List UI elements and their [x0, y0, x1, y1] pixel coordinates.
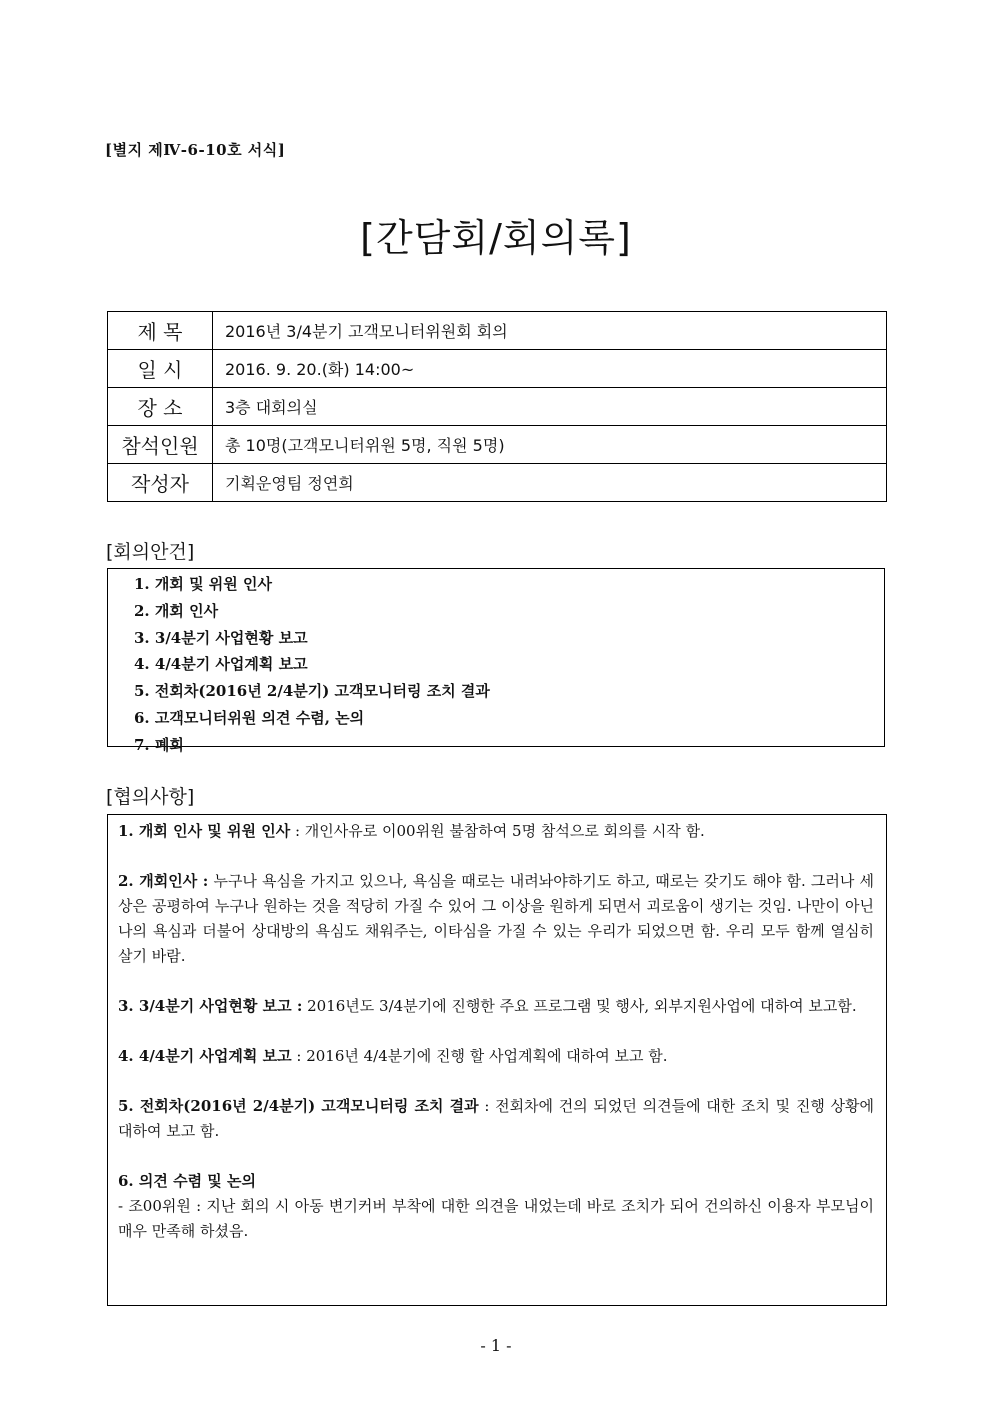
info-row: [108, 426, 887, 464]
info-label-place: 장 소: [108, 388, 213, 426]
minutes-heading: 2. 개회인사 :: [118, 872, 209, 890]
minutes-paragraph: [118, 1169, 874, 1244]
info-label-datetime: 일 시: [108, 350, 213, 388]
info-label-attendees: 참석인원: [108, 426, 213, 464]
agenda-item: 3. 3/4분기 사업현황 보고: [134, 628, 308, 647]
minutes-paragraph: [118, 1044, 874, 1069]
agenda-box: [107, 568, 885, 754]
minutes-body: 누구나 욕심을 가지고 있으나, 욕심을 때로는 내려놔야하기도 하고, 때로는 갖기도 해야 함. 그러나 세상은 공평하여 누구나 원하는 것을 적당히 가질 수 있어 그 이상을 원하게 되면서 괴로움이 생기는 것임. 나만이 아닌 나의 욕심과 더불어 상대방의 욕심도 채워주는, 이타심을 가질 수 있는 우리가 되었으면 함. 우리 모두 함께 열심히 살기 바람.: [118, 872, 874, 965]
info-value-place: 3층 대회의실: [213, 388, 887, 426]
minutes-paragraph: [118, 869, 874, 969]
minutes-heading: 1. 개회 인사 및 위원 인사: [118, 822, 291, 840]
agenda-item: 7. 폐회: [134, 735, 184, 754]
minutes-paragraph: [118, 994, 874, 1019]
info-label-author: 작성자: [108, 464, 213, 502]
info-row: [108, 350, 887, 388]
info-value-attendees: 총 10명(고객모니터위원 5명, 직원 5명): [213, 426, 887, 464]
minutes-heading: 4. 4/4분기 사업계획 보고: [118, 1047, 292, 1065]
minutes-body: : 개인사유로 이00위원 불참하여 5명 참석으로 회의를 시작 함.: [290, 822, 705, 840]
form-number: [별지 제Ⅳ-6-10호 서식]: [105, 141, 286, 159]
minutes-section-title: [협의사항]: [106, 786, 195, 808]
minutes-heading: 3. 3/4분기 사업현황 보고 :: [118, 997, 303, 1015]
agenda-item: 1. 개회 및 위원 인사: [134, 575, 272, 593]
info-value-subject: 2016년 3/4분기 고객모니터위원회 회의: [213, 312, 887, 350]
info-value-datetime: 2016. 9. 20.(화) 14:00~: [213, 350, 887, 388]
agenda-item: 5. 전회차(2016년 2/4분기) 고객모니터링 조치 결과: [134, 682, 490, 701]
minutes-body: : 2016년 4/4분기에 진행 할 사업계획에 대하여 보고 함.: [291, 1047, 668, 1065]
minutes-box: [107, 814, 887, 1306]
info-row: [108, 464, 887, 502]
minutes-body: : 전회차에 건의 되었던 의견들에 대한 조치 및 진행 상황에 대하여 보고 함.: [118, 1097, 874, 1140]
minutes-paragraph: [118, 819, 874, 844]
info-value-author: 기획운영팀 정연희: [213, 464, 887, 502]
meeting-info-table: [107, 311, 887, 502]
agenda-item: 4. 4/4분기 사업계획 보고: [134, 655, 308, 674]
info-row: [108, 312, 887, 350]
agenda-section-title: [회의안건]: [106, 541, 195, 563]
minutes-body: - 조00위원 : 지난 회의 시 아동 변기커버 부착에 대한 의견을 내었는데 바로 조치가 되어 건의하신 이용자 부모님이 매우 만족해 하셨음.: [118, 1197, 874, 1240]
minutes-heading: 5. 전회차(2016년 2/4분기) 고객모니터링 조치 결과: [118, 1097, 479, 1115]
info-row: [108, 388, 887, 426]
page-number: - 1 -: [480, 1336, 512, 1355]
agenda-item: 6. 고객모니터위원 의견 수렴, 논의: [134, 708, 365, 727]
info-label-subject: 제 목: [108, 312, 213, 350]
document-title: [간담회/회의록]: [360, 216, 632, 260]
minutes-paragraph: [118, 1094, 874, 1144]
agenda-item: 2. 개회 인사: [134, 601, 219, 620]
minutes-body: 2016년도 3/4분기에 진행한 주요 프로그램 및 행사, 외부지원사업에 대하여 보고함.: [302, 997, 857, 1015]
minutes-heading: 6. 의견 수렴 및 논의: [118, 1172, 256, 1190]
